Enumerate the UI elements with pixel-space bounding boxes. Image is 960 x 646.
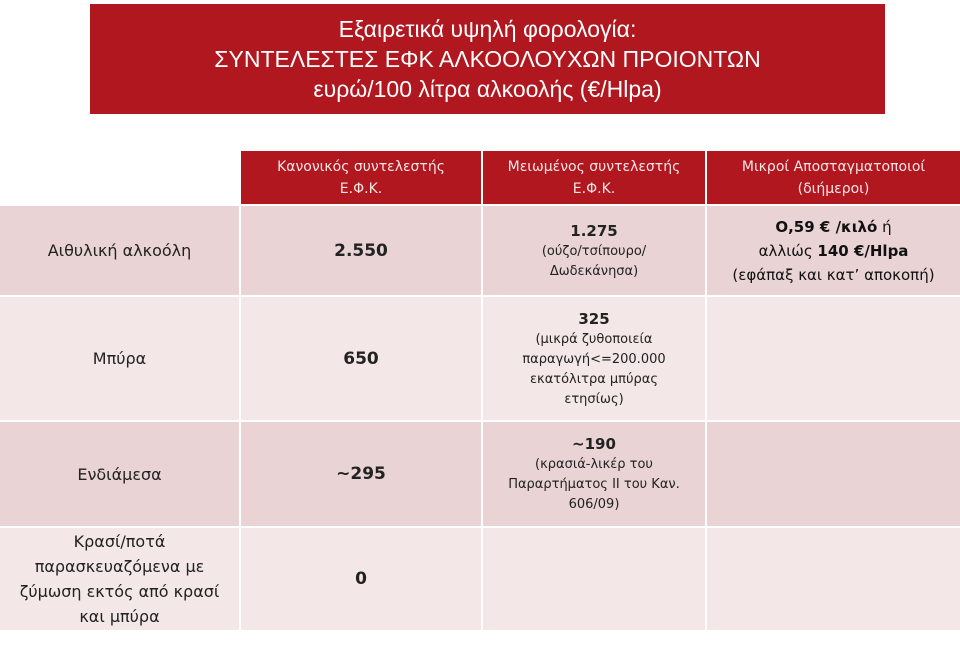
table-row: [0, 422, 960, 528]
title-line-1: Εξαιρετικά υψηλή φορολογία:: [338, 16, 637, 42]
reduced-rate-cell: 325 (μικρά ζυθοποιεία παραγωγή<=200.000 εκατόλιτρα μπύρας ετησίως): [483, 297, 707, 422]
header-blank: [0, 151, 241, 206]
reduced-rate-cell: ~190 (κρασιά-λικέρ του Παραρτήματος ΙΙ του Καν. 606/09): [483, 422, 707, 528]
header-reduced-rate: Μειωμένος συντελεστής Ε.Φ.Κ.: [483, 151, 707, 206]
reduced-rate-value: 325: [578, 309, 610, 328]
header-row: [0, 151, 960, 206]
title-banner: [90, 4, 885, 114]
small-distillers-cell: [707, 422, 960, 528]
row-label: Ενδιάμεσα: [0, 422, 241, 528]
header-normal-rate: Κανονικός συντελεστής Ε.Φ.Κ.: [241, 151, 483, 206]
small-distillers-cell: Ο,59 € /κιλό ή αλλιώς 140 €/Hlpa (εφάπαξ και κατ’ αποκοπή): [707, 206, 960, 297]
table-row: [0, 206, 960, 297]
title-line-3: ευρώ/100 λίτρα αλκοολής (€/Hlpa): [313, 76, 662, 102]
reduced-rate-value: ~190: [572, 435, 616, 453]
row-label: Κρασί/ποτά παρασκευαζόμενα με ζύμωση εκτός από κρασί και μπύρα: [0, 528, 241, 632]
reduced-rate-value: 1.275: [570, 221, 618, 240]
excise-rates-table: [0, 151, 960, 632]
normal-rate-value: 2.550: [241, 206, 483, 297]
normal-rate-value: 0: [241, 528, 483, 632]
row-label: Αιθυλική αλκοόλη: [0, 206, 241, 297]
reduced-rate-cell: [483, 528, 707, 632]
small-rate-per-kilo: Ο,59 € /κιλό: [775, 217, 878, 236]
small-distillers-cell: [707, 297, 960, 422]
row-label: Μπύρα: [0, 297, 241, 422]
small-distillers-cell: [707, 528, 960, 632]
normal-rate-value: 650: [241, 297, 483, 422]
table-row: [0, 528, 960, 632]
normal-rate-value: ~295: [241, 422, 483, 528]
small-rate-per-hlpa: 140 €/Hlpa: [817, 241, 909, 260]
table-row: [0, 297, 960, 422]
header-small-distillers: Μικροί Αποσταγματοποιοί (διήμεροι): [707, 151, 960, 206]
reduced-rate-cell: 1.275 (ούζο/τσίπουρο/ Δωδεκάνησα): [483, 206, 707, 297]
title-line-2: ΣΥΝΤΕΛΕΣΤΕΣ ΕΦΚ ΑΛΚΟΟΛΟΥΧΩΝ ΠΡΟΙΟΝΤΩΝ: [214, 46, 761, 72]
